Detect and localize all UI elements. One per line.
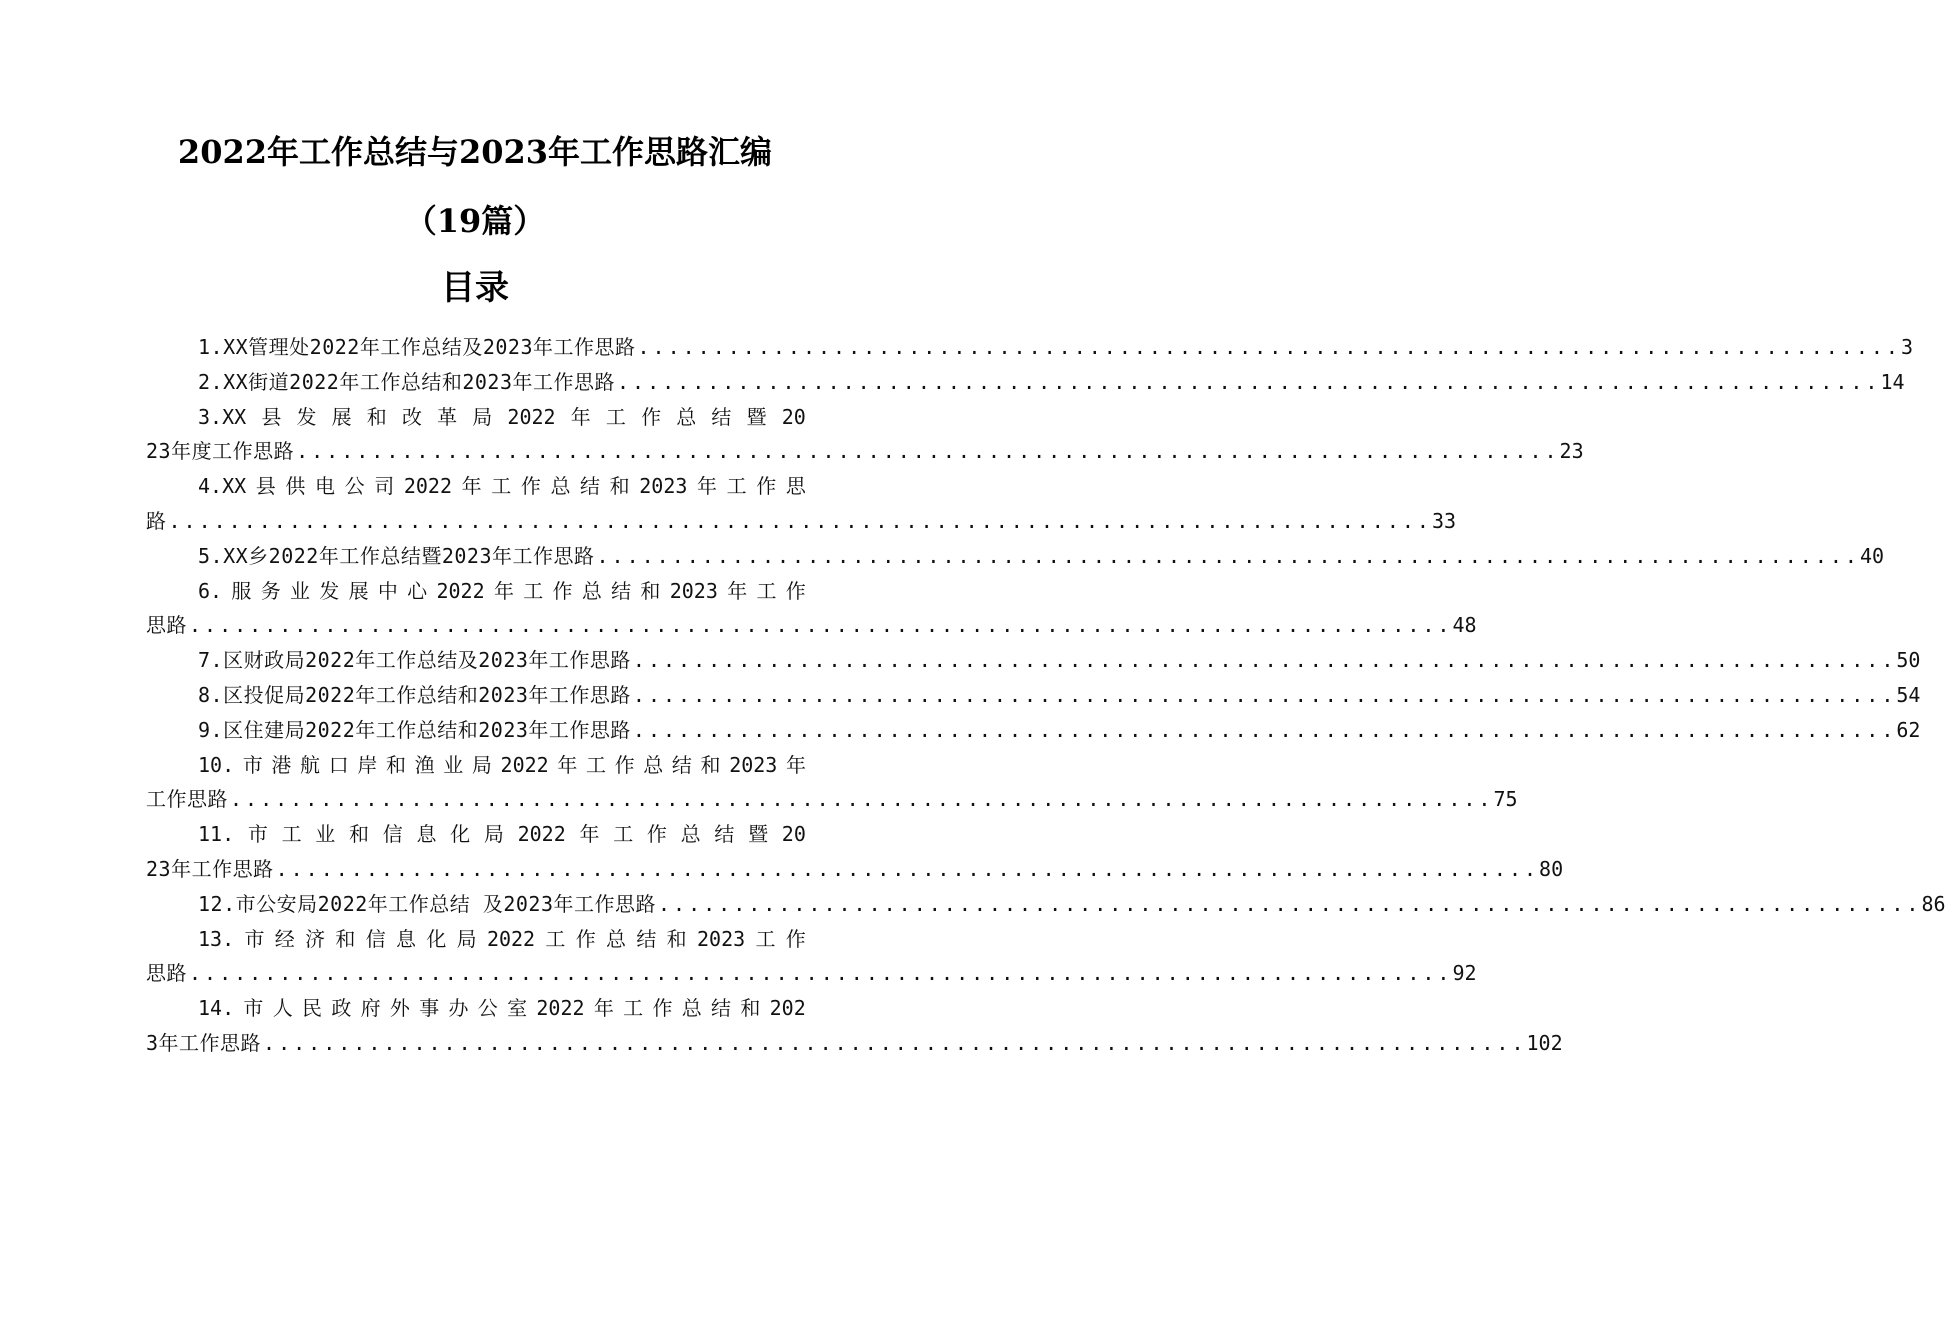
- toc-entry[interactable]: [146, 817, 1564, 887]
- toc-entry-title: 8.区投促局2022年工作总结和2023年工作思路: [198, 682, 631, 707]
- toc-entry-title: 4.XX 县 供 电 公 司 2022 年 工 作 总 结 和 2023 年 工 作 思: [198, 474, 806, 499]
- toc-entry-title: 11. 市 工 业 和 信 息 化 局 2022 年 工 作 总 结 暨 20: [198, 822, 806, 847]
- toc-page-number: 86: [1921, 891, 1946, 916]
- toc-entry-title: 10. 市 港 航 口 岸 和 渔 业 局 2022 年 工 作 总 结 和 2023 年: [198, 752, 806, 777]
- toc-leader-dots: ....................................................................................: [617, 369, 1881, 394]
- toc-entry-title: 5.XX乡2022年工作总结暨2023年工作思路: [198, 543, 595, 568]
- toc-entry-title: 2.XX街道2022年工作总结和2023年工作思路: [198, 369, 615, 394]
- toc-entry[interactable]: [146, 539, 1885, 574]
- toc-leader-dots: ....................................................................................: [658, 891, 1922, 916]
- toc-page-number: 54: [1896, 682, 1921, 707]
- toc-entry[interactable]: [146, 574, 1477, 644]
- toc-page-number: 14: [1880, 369, 1905, 394]
- toc-entry-title-cont: 工作思路: [146, 787, 228, 812]
- toc-entry-title-cont: 23年工作思路: [146, 856, 274, 881]
- toc-page-number: 50: [1896, 648, 1921, 673]
- toc-entry-title: 14. 市 人 民 政 府 外 事 办 公 室 2022 年 工 作 总 结 和 202: [198, 996, 806, 1021]
- toc-entry-title-cont: 3年工作思路: [146, 1030, 262, 1055]
- toc-page-number: 33: [1431, 508, 1457, 533]
- toc-leader-dots: ....................................................................................: [263, 1030, 1527, 1055]
- toc-page-number: 40: [1859, 543, 1885, 568]
- toc-page-number: 75: [1493, 787, 1518, 812]
- toc-entry[interactable]: [146, 991, 1563, 1061]
- toc-entry-title: 6. 服 务 业 发 展 中 心 2022 年 工 作 总 结 和 2023 年 工 作: [198, 578, 806, 603]
- table-of-contents: [146, 330, 1946, 1061]
- document-title: 2022年工作总结与2023年工作思路汇编: [177, 133, 773, 171]
- toc-leader-dots: ....................................................................................: [632, 682, 1897, 707]
- toc-entry-title: 7.区财政局2022年工作总结及2023年工作思路: [198, 648, 631, 673]
- toc-leader-dots: ....................................................................................: [296, 439, 1560, 464]
- toc-leader-dots: ....................................................................................: [230, 787, 1494, 812]
- toc-page-number: 80: [1539, 856, 1564, 881]
- toc-page-number: 48: [1452, 613, 1477, 638]
- toc-leader-dots: ....................................................................................: [596, 543, 1860, 568]
- toc-page-number: 3: [1900, 335, 1913, 359]
- toc-leader-dots: ....................................................................................: [168, 508, 1432, 533]
- toc-leader-dots: ....................................................................................: [637, 335, 1901, 359]
- toc-entry[interactable]: [146, 643, 1921, 678]
- toc-entry[interactable]: [146, 922, 1477, 992]
- toc-entry-title-cont: 思路: [146, 961, 187, 986]
- toc-entry-title: 9.区住建局2022年工作总结和2023年工作思路: [198, 717, 631, 742]
- toc-entry[interactable]: [146, 887, 1946, 922]
- document-subtitle: （19篇）: [404, 202, 546, 240]
- toc-leader-dots: ....................................................................................: [189, 613, 1453, 638]
- toc-entry[interactable]: [146, 400, 1584, 470]
- toc-entry-title-cont: 路: [146, 508, 167, 533]
- toc-entry[interactable]: [146, 678, 1921, 713]
- toc-entry[interactable]: [146, 713, 1921, 748]
- toc-entry[interactable]: [146, 748, 1518, 818]
- toc-entry-title: 13. 市 经 济 和 信 息 化 局 2022 工 作 总 结 和 2023 工 作: [198, 926, 806, 951]
- toc-entry[interactable]: [146, 365, 1905, 400]
- toc-page-number: 102: [1526, 1030, 1563, 1055]
- toc-leader-dots: ....................................................................................: [275, 856, 1540, 881]
- toc-entry[interactable]: [146, 469, 1457, 539]
- toc-entry-title-cont: 思路: [146, 613, 187, 638]
- toc-heading: 目录: [441, 268, 509, 308]
- toc-page-number: 62: [1896, 717, 1921, 742]
- toc-page-number: 23: [1559, 439, 1584, 464]
- toc-leader-dots: ....................................................................................: [632, 648, 1897, 673]
- toc-leader-dots: ....................................................................................: [632, 717, 1897, 742]
- toc-entry-title: 12.市公安局2022年工作总结 及2023年工作思路: [198, 891, 656, 916]
- toc-entry-title-cont: 23年度工作思路: [146, 439, 295, 464]
- toc-entry[interactable]: [146, 330, 1913, 365]
- toc-entry-title: 1.XX管理处2022年工作总结及2023年工作思路: [198, 335, 636, 359]
- toc-page-number: 92: [1452, 961, 1477, 986]
- toc-entry-title: 3.XX 县 发 展 和 改 革 局 2022 年 工 作 总 结 暨 20: [198, 404, 806, 429]
- toc-leader-dots: ....................................................................................: [189, 961, 1453, 986]
